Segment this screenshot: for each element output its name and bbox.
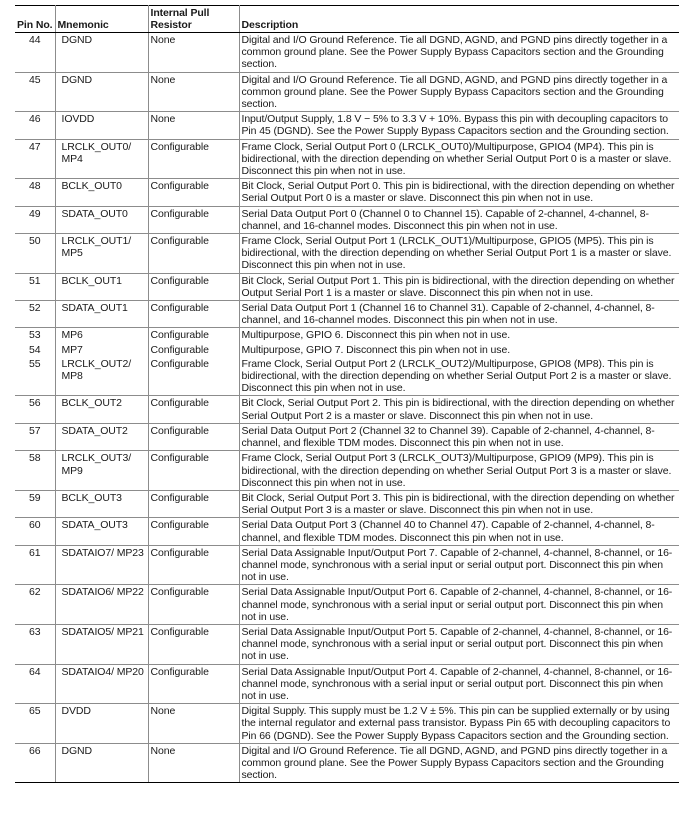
description-cell: Serial Data Output Port 3 (Channel 40 to Channel 47). Capable of 2-channel, 4-channel, 8-channel, and flexible TDM modes. Disconnect this pin when not in use. (239, 518, 679, 545)
pin-number-cell: 64 (15, 664, 55, 704)
description-cell: Bit Clock, Serial Output Port 1. This pin is bidirectional, with the direction depending on whether Output Serial Port 1 is a master or slave. Disconnect this pin when not in use. (239, 273, 679, 300)
table-row (15, 585, 679, 625)
pull-resistor-cell: Configurable (148, 664, 239, 704)
description-cell: Bit Clock, Serial Output Port 3. This pin is bidirectional, with the direction depending on whether Serial Output Port 3 is a master or slave. Disconnect this pin when not in use. (239, 490, 679, 517)
mnemonic-cell: BCLK_OUT0 (55, 179, 148, 206)
mnemonic-cell: BCLK_OUT1 (55, 273, 148, 300)
pin-number-cell: 52 (15, 301, 55, 328)
pin-number-cell: 54 (15, 343, 55, 357)
pin-number-cell: 66 (15, 743, 55, 783)
mnemonic-cell: SDATA_OUT0 (55, 206, 148, 233)
pull-resistor-cell: Configurable (148, 273, 239, 300)
pull-resistor-cell: Configurable (148, 624, 239, 664)
pin-number-cell: 63 (15, 624, 55, 664)
table-row (15, 343, 679, 357)
pull-resistor-cell: Configurable (148, 139, 239, 179)
description-cell: Bit Clock, Serial Output Port 0. This pin is bidirectional, with the direction depending on whether Serial Output Port 0 is a master or slave. Disconnect this pin when not in use. (239, 179, 679, 206)
description-cell: Serial Data Assignable Input/Output Port 6. Capable of 2-channel, 4-channel, 8-channel, or 16-channel mode, synchronous with a serial input or serial output port. Disconnect this pin when not in use. (239, 585, 679, 625)
pull-resistor-cell: Configurable (148, 343, 239, 357)
pull-resistor-cell: None (148, 704, 239, 744)
table-row (15, 490, 679, 517)
pull-resistor-cell: Configurable (148, 490, 239, 517)
pull-resistor-cell: None (148, 72, 239, 112)
mnemonic-cell: SDATA_OUT2 (55, 423, 148, 450)
pin-number-cell: 57 (15, 423, 55, 450)
description-cell: Frame Clock, Serial Output Port 1 (LRCLK_OUT1)/Multipurpose, GPIO5 (MP5). This pin is bidirectional, with the direction depending on whether Serial Output Port 1 is a master or slave. Disconnect this pin when not in use. (239, 234, 679, 274)
pull-resistor-cell: Configurable (148, 585, 239, 625)
description-cell: Multipurpose, GPIO 7. Disconnect this pin when not in use. (241, 343, 511, 356)
mnemonic-cell: MP6 (55, 328, 148, 343)
table-row (15, 451, 679, 491)
pull-resistor-cell: Configurable (148, 451, 239, 491)
header-mnemonic: Mnemonic (55, 6, 148, 33)
pull-resistor-cell: Configurable (148, 301, 239, 328)
pin-number-cell: 55 (15, 357, 55, 396)
description-cell: Digital and I/O Ground Reference. Tie all DGND, AGND, and PGND pins directly together in a common ground plane. See the Power Supply Bypass Capacitors section and the Grounding section. (239, 743, 679, 783)
mnemonic-cell: LRCLK_OUT0/ MP4 (55, 139, 148, 179)
mnemonic-cell: SDATAIO6/ MP22 (55, 585, 148, 625)
table-row (15, 743, 679, 783)
pin-function-table-container (15, 5, 679, 783)
table-body (15, 33, 679, 783)
pin-number-cell: 49 (15, 206, 55, 233)
pin-number-cell: 53 (15, 328, 55, 343)
description-cell: Serial Data Assignable Input/Output Port 4. Capable of 2-channel, 4-channel, 8-channel, or 16-channel mode, synchronous with a serial input or serial output port. Disconnect this pin when not in use. (239, 664, 679, 704)
pull-resistor-cell: Configurable (148, 518, 239, 545)
mnemonic-cell: DGND (55, 72, 148, 112)
description-cell: Input/Output Supply, 1.8 V − 5% to 3.3 V + 10%. Bypass this pin with decoupling capacitors to Pin 45 (DGND). See the Power Supply Bypass Capacitors section and the Grounding section. (239, 112, 679, 139)
mnemonic-cell: LRCLK_OUT1/ MP5 (55, 234, 148, 274)
mnemonic-cell: DVDD (55, 704, 148, 744)
mnemonic-cell: IOVDD (55, 112, 148, 139)
pull-resistor-cell: Configurable (148, 545, 239, 585)
pin-number-cell: 47 (15, 139, 55, 179)
mnemonic-cell: SDATA_OUT3 (55, 518, 148, 545)
pin-number-cell: 44 (15, 33, 55, 73)
header-internal-pull-resistor: Internal Pull Resistor (148, 6, 239, 33)
pull-resistor-cell: Configurable (148, 234, 239, 274)
table-row (15, 139, 679, 179)
pin-number-cell: 46 (15, 112, 55, 139)
description-cell: Frame Clock, Serial Output Port 3 (LRCLK_OUT3)/Multipurpose, GPIO9 (MP9). This pin is bidirectional, with the direction depending on whether Serial Output Port 3 is a master or slave. Disconnect this pin when not in use. (239, 451, 679, 491)
pull-resistor-cell: Configurable (148, 206, 239, 233)
description-cell: Digital Supply. This supply must be 1.2 V ± 5%. This pin can be supplied externally or by using the internal regulator and external pass transistor. Bypass Pin 65 with decoupling capacitors to Pin 66 (DGND). See the Power Supply Bypass Capacitors section and the Grounding section. (239, 704, 679, 744)
pull-resistor-cell: None (148, 743, 239, 783)
pin-number-cell: 59 (15, 490, 55, 517)
table-row (15, 234, 679, 274)
table-row (15, 301, 679, 328)
table-header (15, 6, 679, 33)
table-row (15, 357, 679, 396)
mnemonic-cell: SDATAIO7/ MP23 (55, 545, 148, 585)
mnemonic-cell: LRCLK_OUT2/ MP8 (55, 357, 148, 396)
pin-number-cell: 58 (15, 451, 55, 491)
table-row (15, 273, 679, 300)
description-cell: Digital and I/O Ground Reference. Tie all DGND, AGND, and PGND pins directly together in a common ground plane. See the Power Supply Bypass Capacitors section and the Grounding section. (239, 72, 679, 112)
pull-resistor-cell: Configurable (148, 328, 239, 343)
pin-number-cell: 48 (15, 179, 55, 206)
mnemonic-cell: BCLK_OUT2 (55, 396, 148, 423)
pull-resistor-cell: None (148, 112, 239, 139)
pin-number-cell: 45 (15, 72, 55, 112)
pin-number-cell: 60 (15, 518, 55, 545)
mnemonic-cell: LRCLK_OUT3/ MP9 (55, 451, 148, 491)
table-row (15, 545, 679, 585)
mnemonic-cell: DGND (55, 33, 148, 73)
table-row (15, 664, 679, 704)
pull-resistor-cell: None (148, 33, 239, 73)
table-row (15, 179, 679, 206)
header-pin-no: Pin No. (15, 6, 55, 33)
pull-resistor-cell: Configurable (148, 423, 239, 450)
pin-number-cell: 50 (15, 234, 55, 274)
description-cell: Bit Clock, Serial Output Port 2. This pin is bidirectional, with the direction depending on whether Serial Output Port 2 is a master or slave. Disconnect this pin when not in use. (239, 396, 679, 423)
description-cell: Serial Data Output Port 1 (Channel 16 to Channel 31). Capable of 2-channel, 4-channel, 8-channel, and 16-channel modes. Disconnect this pin when not in use. (239, 301, 679, 328)
header-description: Description (239, 6, 679, 33)
description-cell: Serial Data Output Port 0 (Channel 0 to Channel 15). Capable of 2-channel, 4-channel, 8-channel, and 16-channel modes. Disconnect this pin when not in use. (239, 206, 679, 233)
pull-resistor-cell: Configurable (148, 179, 239, 206)
table-row (15, 396, 679, 423)
description-cell: Digital and I/O Ground Reference. Tie all DGND, AGND, and PGND pins directly together in a common ground plane. See the Power Supply Bypass Capacitors section and the Grounding section. (239, 33, 679, 73)
table-row (15, 423, 679, 450)
mnemonic-cell: SDATAIO4/ MP20 (55, 664, 148, 704)
table-row (15, 33, 679, 73)
mnemonic-cell: SDATAIO5/ MP21 (55, 624, 148, 664)
table-row (15, 704, 679, 744)
description-cell: Frame Clock, Serial Output Port 2 (LRCLK_OUT2)/Multipurpose, GPIO8 (MP8). This pin is bidirectional, with the direction depending on whether Serial Output Port 2 is a master or slave. Disconnect this pin when not in use. (239, 357, 679, 396)
pin-function-table (15, 5, 679, 783)
description-cell: Serial Data Assignable Input/Output Port 7. Capable of 2-channel, 4-channel, 8-channel, or 16-channel mode, synchronous with a serial input or serial output port. Disconnect this pin when not in use. (239, 545, 679, 585)
pin-number-cell: 62 (15, 585, 55, 625)
mnemonic-cell: DGND (55, 743, 148, 783)
table-row (15, 112, 679, 139)
table-row (15, 328, 679, 343)
pin-number-cell: 65 (15, 704, 55, 744)
description-cell: Serial Data Assignable Input/Output Port 5. Capable of 2-channel, 4-channel, 8-channel, or 16-channel mode, synchronous with a serial input or serial output port. Disconnect this pin when not in use. (239, 624, 679, 664)
description-cell: Multipurpose, GPIO 6. Disconnect this pin when not in use. (241, 329, 511, 342)
description-cell: Frame Clock, Serial Output Port 0 (LRCLK_OUT0)/Multipurpose, GPIO4 (MP4). This pin is bidirectional, with the direction depending on whether Serial Output Port 0 is a master or slave. Disconnect this pin when not in use. (239, 139, 679, 179)
pin-number-cell: 61 (15, 545, 55, 585)
mnemonic-cell: MP7 (55, 343, 148, 357)
pin-number-cell: 56 (15, 396, 55, 423)
table-row (15, 72, 679, 112)
pull-resistor-cell: Configurable (148, 396, 239, 423)
mnemonic-cell: SDATA_OUT1 (55, 301, 148, 328)
pin-number-cell: 51 (15, 273, 55, 300)
table-row (15, 206, 679, 233)
pull-resistor-cell: Configurable (148, 357, 239, 396)
mnemonic-cell: BCLK_OUT3 (55, 490, 148, 517)
table-row (15, 518, 679, 545)
description-cell: Serial Data Output Port 2 (Channel 32 to Channel 39). Capable of 2-channel, 4-channel, 8-channel, and flexible TDM modes. Disconnect this pin when not in use. (239, 423, 679, 450)
table-row (15, 624, 679, 664)
